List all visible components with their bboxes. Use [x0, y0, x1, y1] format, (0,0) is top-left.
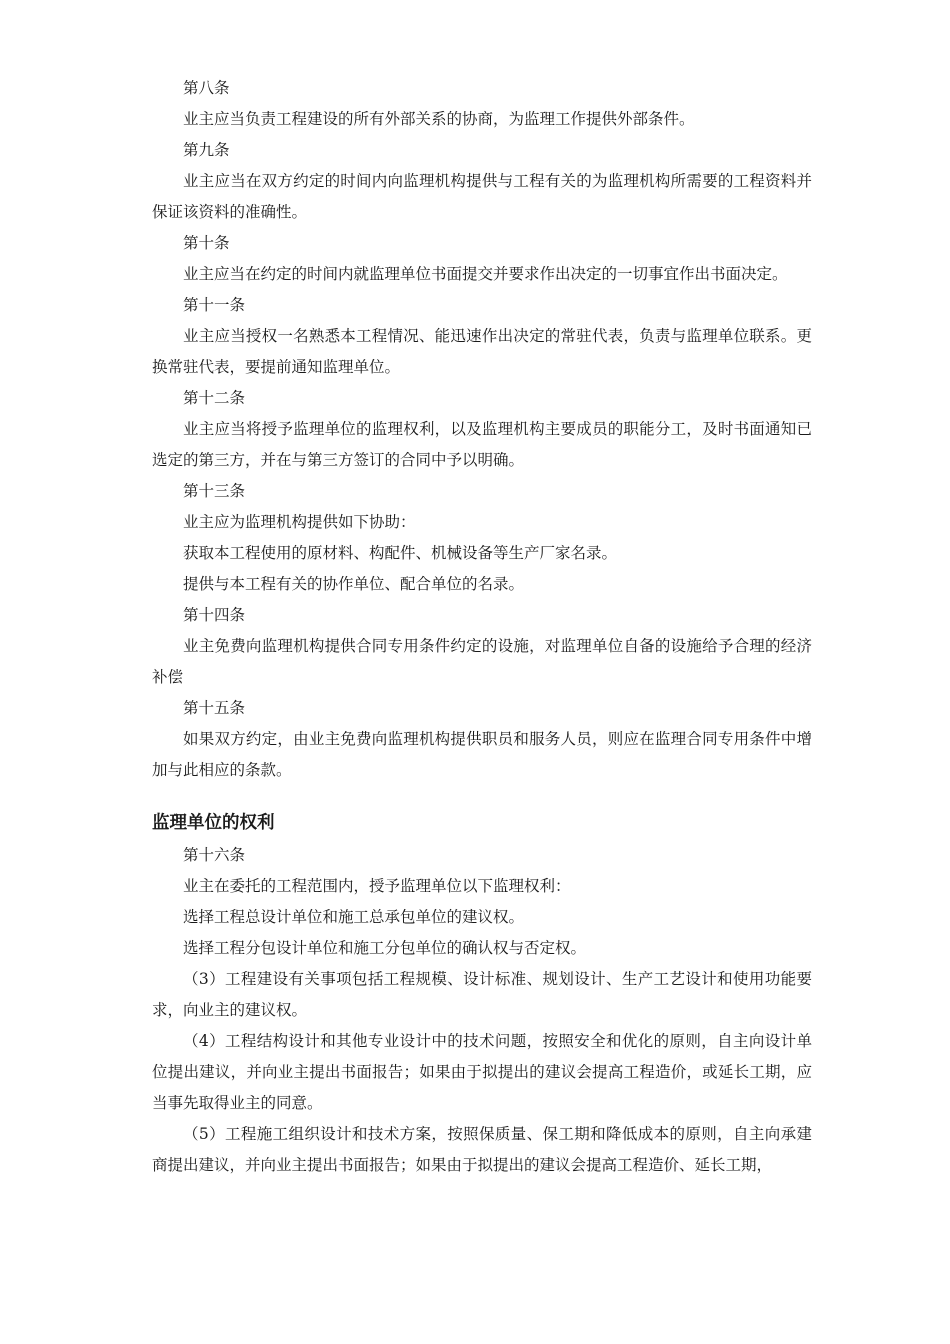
article-paragraph: 如果双方约定，由业主免费向监理机构提供职员和服务人员，则应在监理合同专用条件中增加与此相应的条款。	[152, 730, 812, 779]
article-title: 第十二条	[183, 389, 246, 407]
article-paragraph: 业主应当授权一名熟悉本工程情况、能迅速作出决定的常驻代表，负责与监理单位联系。更换常驻代表，要提前通知监理单位。	[152, 327, 812, 376]
article-title: 第十三条	[183, 482, 246, 500]
article-title: 第十一条	[183, 296, 246, 314]
article-paragraph: （5）工程施工组织设计和技术方案，按照保质量、保工期和降低成本的原则，自主向承建商提出建议，并向业主提出书面报告；如果由于拟提出的建议会提高工程造价、延长工期，	[152, 1125, 812, 1174]
article-paragraph: 业主在委托的工程范围内，授予监理单位以下监理权利：	[183, 877, 571, 895]
section-heading: 监理单位的权利	[152, 813, 275, 833]
article-paragraph: 选择工程总设计单位和施工总承包单位的建议权。	[183, 908, 525, 926]
article-paragraph: 业主免费向监理机构提供合同专用条件约定的设施，对监理单位自备的设施给予合理的经济补偿	[152, 637, 812, 686]
article-paragraph: 业主应当负责工程建设的所有外部关系的协商，为监理工作提供外部条件。	[183, 110, 695, 128]
article-title: 第十四条	[183, 606, 246, 624]
article-title: 第十六条	[183, 846, 246, 864]
article-paragraph: 业主应为监理机构提供如下协助：	[183, 513, 416, 531]
article-title: 第九条	[183, 141, 230, 159]
article-paragraph: （4）工程结构设计和其他专业设计中的技术问题，按照安全和优化的原则，自主向设计单位提出建议，并向业主提出书面报告；如果由于拟提出的建议会提高工程造价，或延长工期，应当事先取得业主的同意。	[152, 1032, 812, 1112]
document-body	[152, 73, 812, 1181]
article-paragraph: （3）工程建设有关事项包括工程规模、设计标准、规划设计、生产工艺设计和使用功能要求，向业主的建议权。	[152, 970, 812, 1019]
article-paragraph: 业主应当在约定的时间内就监理单位书面提交并要求作出决定的一切事宜作出书面决定。	[183, 265, 788, 283]
article-title: 第八条	[183, 79, 230, 97]
article-title: 第十条	[183, 234, 230, 252]
article-paragraph: 获取本工程使用的原材料、构配件、机械设备等生产厂家名录。	[183, 544, 618, 562]
article-paragraph: 业主应当在双方约定的时间内向监理机构提供与工程有关的为监理机构所需要的工程资料并保证该资料的准确性。	[152, 172, 812, 221]
article-paragraph: 选择工程分包设计单位和施工分包单位的确认权与否定权。	[183, 939, 587, 957]
article-paragraph: 业主应当将授予监理单位的监理权利，以及监理机构主要成员的职能分工，及时书面通知已选定的第三方，并在与第三方签订的合同中予以明确。	[152, 420, 812, 469]
article-title: 第十五条	[183, 699, 246, 717]
article-paragraph: 提供与本工程有关的协作单位、配合单位的名录。	[183, 575, 525, 593]
